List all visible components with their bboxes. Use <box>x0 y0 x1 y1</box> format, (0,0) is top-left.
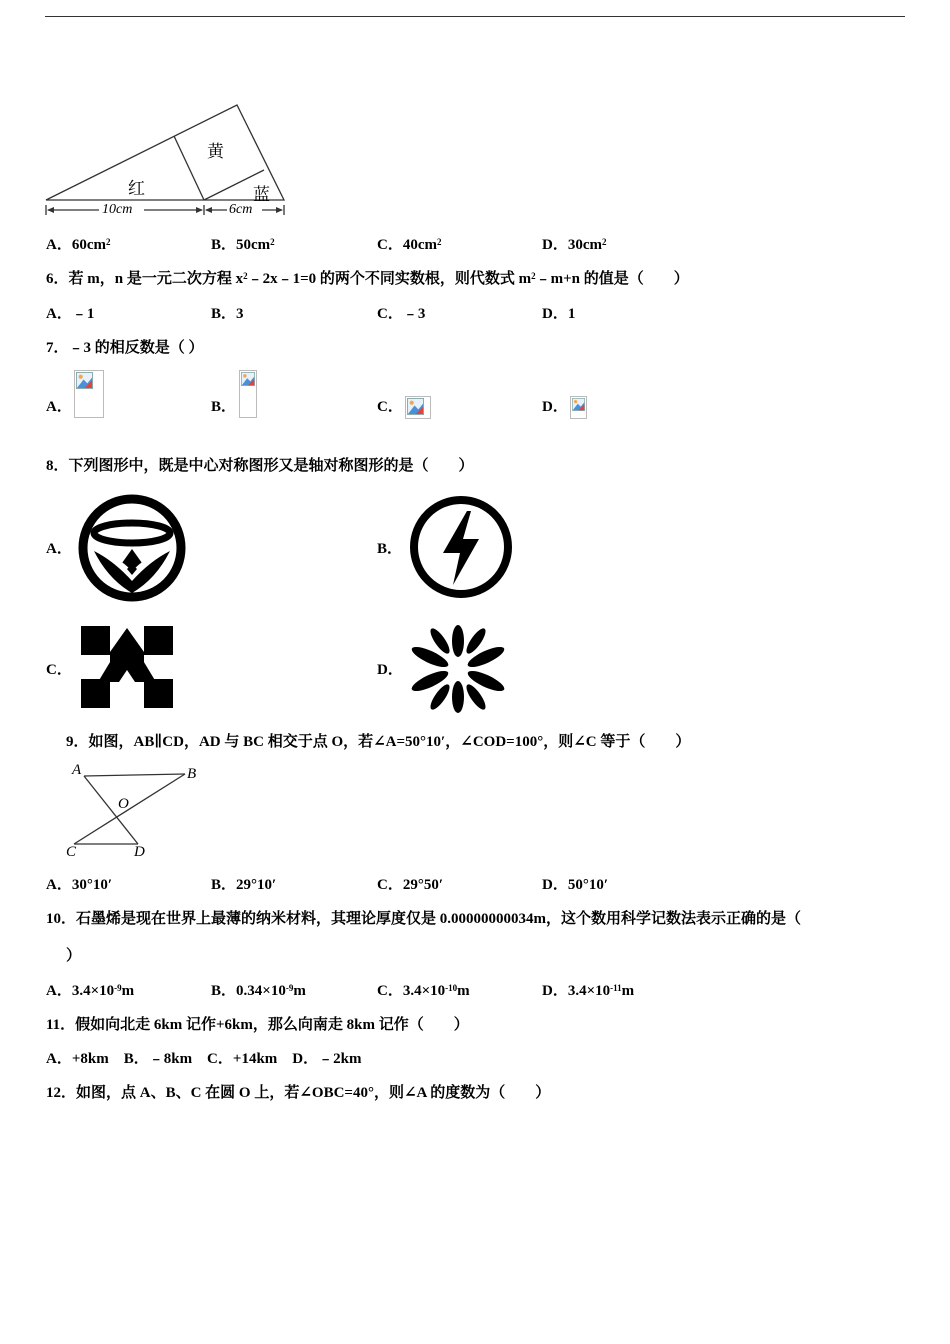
q9-option-b: B．29°10′ <box>211 877 277 893</box>
q5-option-d: D．$30cm^2$ <box>542 237 607 253</box>
q9-stem: 9．如图，AB∥CD，AD 与 BC 相交于点 O，若∠A=50°10′，∠COD=100°，则∠C 等于（ ） <box>66 734 691 750</box>
q5-label-6cm: 6cm <box>229 202 253 217</box>
q9-label-d: D <box>134 844 145 860</box>
q5-label-yellow: 黄 <box>207 142 224 162</box>
q6-option-b: B．3 <box>211 306 244 322</box>
q9-label-c: C <box>66 844 77 860</box>
q5-option-b: B．$50cm^2$ <box>211 237 275 253</box>
q9-label-b: B <box>187 766 197 782</box>
q8-option-a: A． <box>46 541 72 557</box>
q8-option-c: C． <box>46 662 72 678</box>
q7-option-b-image <box>239 370 257 418</box>
q11-options: A．+8km B．﹣8km C．+14km D．﹣2km <box>46 1051 362 1067</box>
q5-label-blue: 蓝 <box>253 185 270 205</box>
q6-option-a: A．﹣1 <box>46 306 95 322</box>
q8-option-d: D． <box>377 662 403 678</box>
q10-stem-line1: 10．石墨烯是现在世界上最薄的纳米材料，其理论厚度仅是 0.00000000034m，这个数用科学记数法表示正确的是（ <box>46 911 801 927</box>
broken-image-icon <box>572 398 585 411</box>
q9-option-c: C．29°50′ <box>377 877 444 893</box>
broken-image-icon <box>407 398 424 415</box>
broken-image-icon <box>241 372 255 386</box>
q11-stem: 11．假如向北走 6km 记作+6km，那么向南走 8km 记作（ ） <box>46 1017 469 1033</box>
q5-option-a: A．$60cm^2$ <box>46 237 111 253</box>
q8-stem: 8．下列图形中，既是中心对称图形又是轴对称图形的是（ ） <box>46 458 474 474</box>
q8-option-b-figure <box>405 489 518 607</box>
q7-option-d-image <box>570 396 587 419</box>
q6-option-d: D．1 <box>542 306 576 322</box>
q7-option-c-image <box>405 396 431 419</box>
q8-option-d-figure <box>405 624 511 714</box>
q10-option-d: D．$3.4\times 10^{-11}m$ <box>542 983 635 999</box>
q9-figure <box>60 762 202 862</box>
q6-option-c: C．﹣3 <box>377 306 426 322</box>
q10-option-b: B．$0.34\times 10^{-9}m$ <box>211 983 306 999</box>
q10-option-c: C．$3.4\times 10^{-10}m$ <box>377 983 470 999</box>
header-rule <box>45 16 905 17</box>
q10-stem-line2: ） <box>66 948 82 964</box>
broken-image-icon <box>76 372 93 389</box>
q8-option-c-figure <box>74 622 182 712</box>
q6-stem: 6．若 m，n 是一元二次方程 $x^2﹣2x﹣1=0$ 的两个不同实数根，则代数式 $m^2﹣m+n$ 的值是（ ） <box>46 271 689 287</box>
q7-option-c: C． <box>377 399 403 415</box>
q7-option-b: B． <box>211 399 237 415</box>
q10-option-a: A．$3.4\times 10^{-9}m$ <box>46 983 135 999</box>
q8-option-b: B． <box>377 541 403 557</box>
q7-option-a: A． <box>46 399 72 415</box>
q9-label-a: A <box>72 762 82 778</box>
q7-option-d: D． <box>542 399 568 415</box>
q12-stem: 12．如图，点 A、B、C 在圆 O 上，若∠OBC=40°，则∠A 的度数为（ ） <box>46 1085 551 1101</box>
q5-label-red: 红 <box>128 179 145 199</box>
q7-stem: 7．﹣3 的相反数是（ ） <box>46 340 204 356</box>
q9-option-a: A．30°10′ <box>46 877 113 893</box>
q5-label-10cm: 10cm <box>102 202 133 217</box>
q7-option-a-image <box>74 370 104 418</box>
q9-option-d: D．50°10′ <box>542 877 609 893</box>
q9-label-o: O <box>118 796 129 812</box>
q8-option-a-figure <box>74 489 189 607</box>
q5-option-c: C．$40cm^2$ <box>377 237 442 253</box>
